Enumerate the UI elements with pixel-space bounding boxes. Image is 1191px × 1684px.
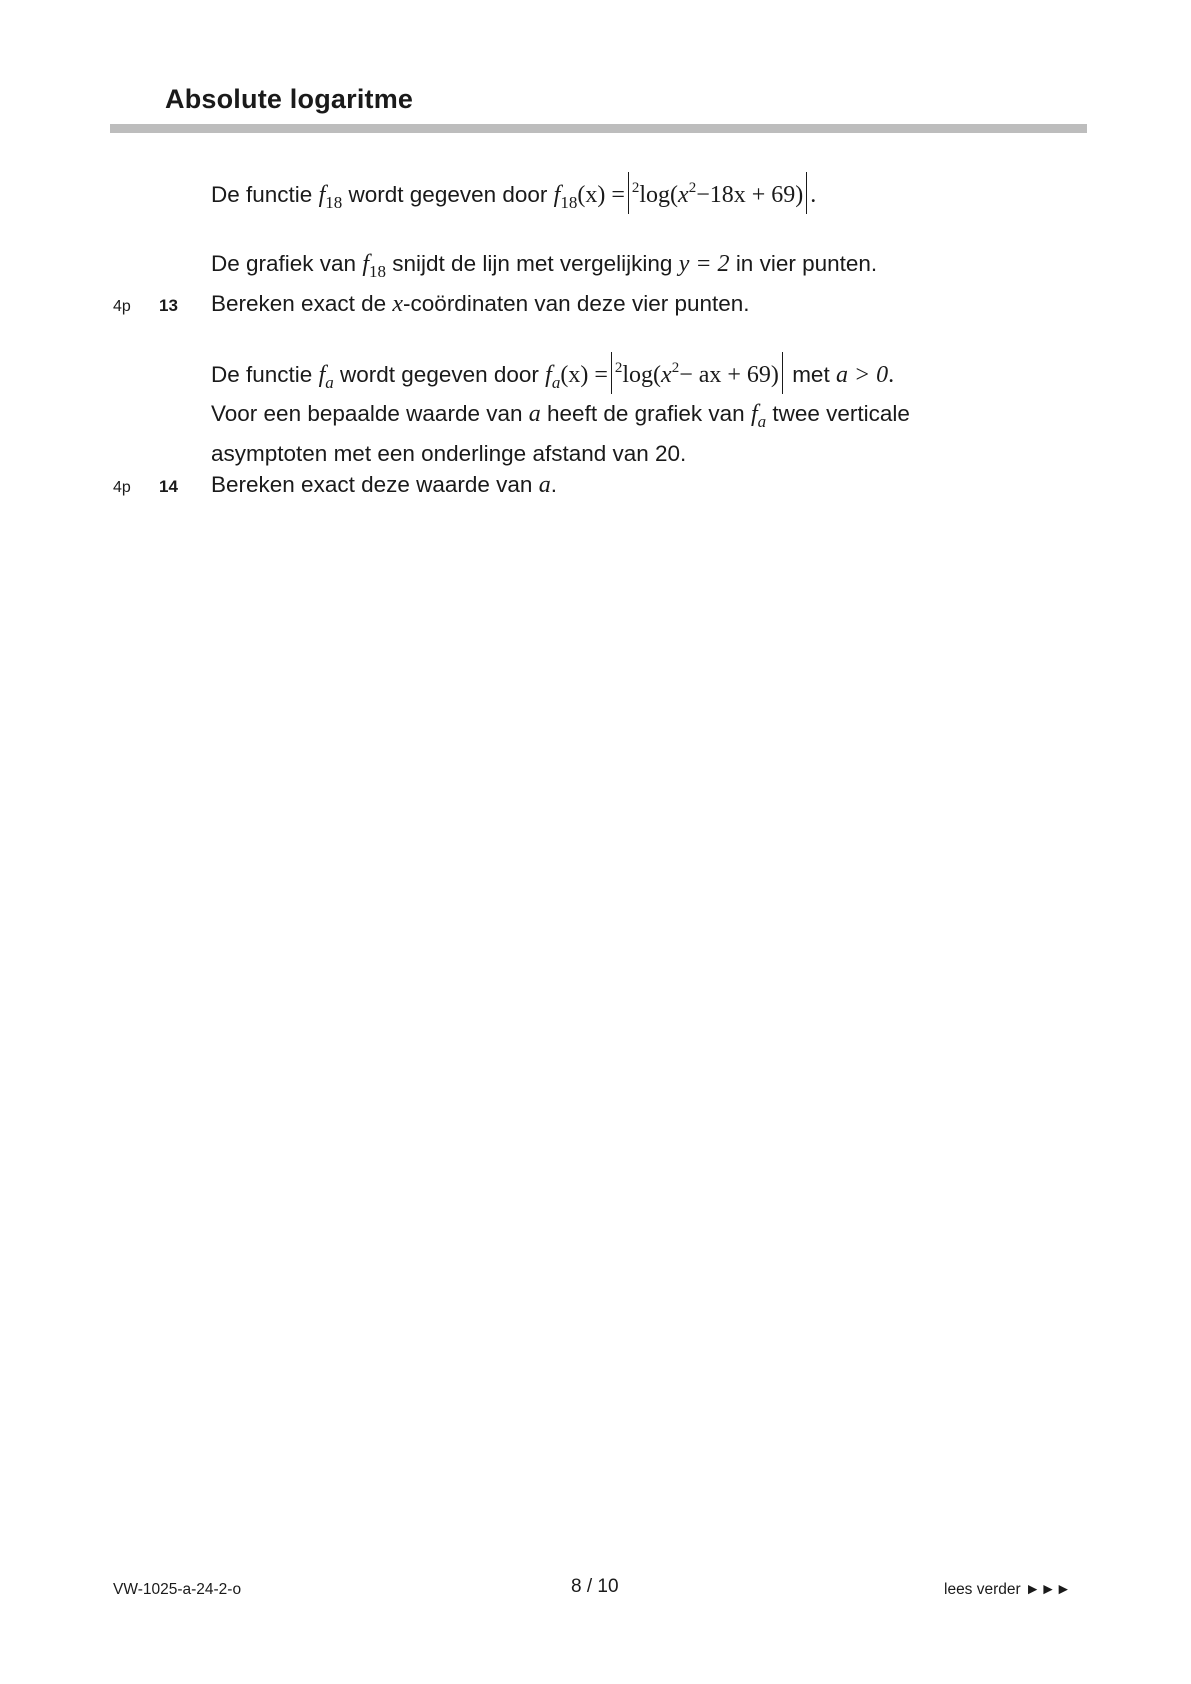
- page-title: Absolute logaritme: [165, 84, 414, 114]
- text: met: [792, 362, 830, 387]
- title-divider: [110, 124, 1087, 133]
- math-fa-formula: $f_a(x) = ^2\log(x^2-$ ax + 69): [545, 362, 786, 388]
- question-13-number: 13: [159, 296, 178, 315]
- math-condition: a > 0: [835, 362, 889, 388]
- text: in vier punten.: [735, 251, 878, 276]
- text: De grafiek van: [211, 251, 357, 276]
- paragraph-asymptotes: Voor een bepaalde waarde van a heeft de grafiek van $f_a$ twee verticale: [211, 401, 910, 431]
- abs-bar-right: [782, 352, 783, 394]
- text: De functie: [211, 182, 313, 207]
- abs-bar-left: [628, 172, 629, 214]
- question-14-text: Bereken exact deze waarde van a.: [211, 472, 557, 498]
- question-13-points: 4p: [113, 298, 131, 315]
- question-13-text: Bereken exact de x-coördinaten van deze vier punten.: [211, 291, 750, 317]
- paragraph-asymptotes-distance: asymptoten met een onderlinge afstand van 20.: [211, 441, 687, 466]
- math-f18-symbol: $f_{18}$: [362, 251, 387, 281]
- footer-exam-code: VW-1025-a-24-2-o: [113, 1581, 242, 1598]
- text: snijdt de lijn met vergelijking: [392, 251, 673, 276]
- math-f18-symbol: $f_{18}$: [318, 182, 343, 212]
- question-14-points: 4p: [113, 479, 131, 496]
- paragraph-fa-definition: De functie $f_a$ wordt gegeven door $f_a(x) = ^2\log(x^2-$ ax + 69) met a > 0.: [211, 352, 894, 399]
- text: wordt gegeven door: [348, 182, 548, 207]
- math-fa-symbol: $f_a$: [750, 401, 767, 431]
- paragraph-intersection: [211, 248, 877, 288]
- math-fa-symbol: $f_a$: [318, 362, 334, 392]
- paragraph-f18-definition: [211, 172, 816, 219]
- math-f18-formula: $f_{18}(x) = ^2\log(x^2-18x + 69)$ .: [554, 182, 817, 208]
- footer-page-number: 8 / 10: [571, 1576, 619, 1597]
- footer-continue: lees verder ►►►: [944, 1581, 1072, 1598]
- abs-bar-right: [806, 172, 807, 214]
- abs-bar-left: [611, 352, 612, 394]
- question-14-number: 14: [159, 477, 178, 496]
- text: De functie: [211, 362, 313, 387]
- math-line-equation: y = 2: [678, 251, 730, 277]
- text: wordt gegeven door: [340, 362, 539, 387]
